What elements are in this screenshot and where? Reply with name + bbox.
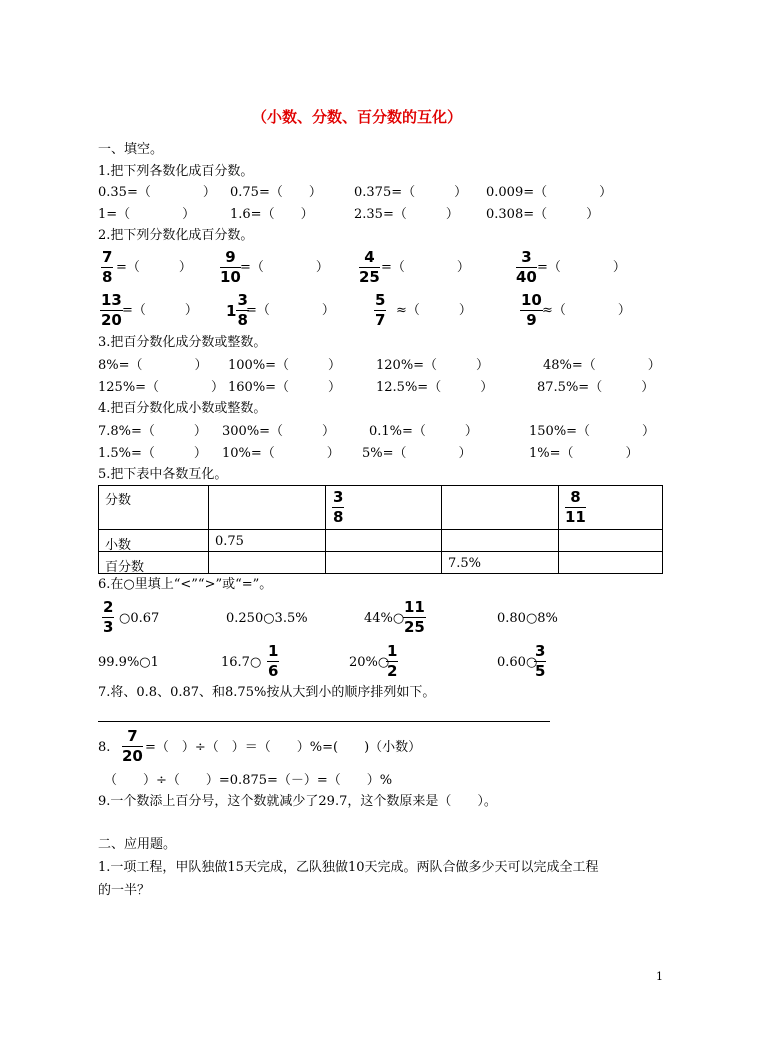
q3-item: 87.5%=（ ） — [537, 380, 655, 395]
answer-blank: =（ ） — [122, 303, 198, 318]
answer-blank: ≈（ ） — [542, 303, 631, 318]
answer-blank: =（ ） — [381, 260, 470, 275]
section-fill-heading: 一、填空。 — [98, 142, 164, 157]
fraction-numerator: 13 — [101, 291, 122, 309]
fraction — [565, 490, 586, 525]
fraction — [220, 250, 241, 285]
table-row-label: 小数 — [99, 530, 209, 552]
table-cell — [326, 552, 442, 574]
q3-item: 100%=（ ） — [228, 358, 342, 373]
table-cell: 0.75 — [209, 530, 326, 552]
fraction-numerator: 3 — [535, 642, 546, 660]
q4-item: 300%=（ ） — [222, 424, 336, 439]
fraction-numerator: 9 — [225, 248, 236, 266]
page-number: 1 — [656, 970, 663, 983]
fraction-denominator: 6 — [268, 662, 279, 680]
fraction — [267, 644, 279, 679]
q7-text: 7.将、0.8、0.87、和8.75%按从大到小的顺序排列如下。 — [98, 685, 436, 700]
fraction-numerator: 7 — [102, 248, 113, 266]
answer-blank: =（ ） — [246, 303, 335, 318]
compare-item: 99.9%○1 — [98, 655, 159, 670]
q8-label: 8. — [98, 740, 111, 755]
q2-heading: 2.把下列分数化成百分数。 — [98, 228, 254, 243]
table-cell — [209, 486, 326, 530]
fraction-denominator: 20 — [122, 747, 143, 765]
table-cell — [559, 530, 663, 552]
compare-item: 0.250○3.5% — [226, 611, 308, 626]
q1-item: 0.35=（ ） — [98, 185, 216, 200]
q1-item: 1.6=（ ） — [230, 207, 314, 222]
fraction-denominator: 5 — [535, 662, 546, 680]
compare-item: 0.60○ — [497, 655, 538, 670]
app1-line1: 1.一项工程，甲队独做15天完成，乙队独做10天完成。两队合做多少天可以完成全工程 — [98, 860, 599, 875]
fraction — [403, 600, 426, 635]
q1-item: 0.009=（ ） — [486, 185, 613, 200]
q4-item: 1.5%=（ ） — [98, 446, 207, 461]
compare-item: 44%○ — [364, 611, 405, 626]
fraction-denominator: 3 — [103, 618, 114, 636]
q1-item: 2.35=（ ） — [354, 207, 459, 222]
q4-item: 0.1%=（ ） — [369, 424, 478, 439]
answer-blank: =（ ） — [240, 260, 329, 275]
q4-heading: 4.把百分数化成小数或整数。 — [98, 401, 267, 416]
q3-item: 48%=（ ） — [543, 358, 661, 373]
table-cell: 7.5% — [442, 552, 559, 574]
fraction-denominator: 40 — [516, 268, 537, 286]
q9-text: 9.一个数添上百分号，这个数就减少了29.7，这个数原来是（ ）。 — [98, 794, 497, 809]
compare-item: 20%○ — [349, 655, 390, 670]
table-cell — [559, 552, 663, 574]
q8-line2: （ ）÷（ ）=0.875=（－）=（ ）% — [104, 773, 393, 788]
fraction — [516, 250, 537, 285]
fraction — [534, 644, 546, 679]
fraction — [374, 293, 386, 328]
q1-heading: 1.把下列各数化成百分数。 — [98, 164, 254, 179]
q1-item: 0.375=（ ） — [354, 185, 468, 200]
fraction — [520, 293, 543, 328]
app1-line2: 的一半？ — [98, 883, 151, 898]
q4-item: 10%=（ ） — [222, 446, 340, 461]
answer-line — [98, 721, 550, 722]
fraction-numerator: 3 — [237, 291, 248, 309]
fraction — [102, 600, 114, 635]
table-row-label: 百分数 — [99, 552, 209, 574]
answer-blank: =（ ） — [116, 260, 192, 275]
fraction-numerator: 8 — [570, 488, 581, 506]
q3-item: 125%=（ ） — [98, 380, 225, 395]
fraction-numerator: 3 — [333, 488, 344, 506]
fraction-denominator: 8 — [237, 311, 248, 329]
answer-blank: =（ ） — [537, 260, 626, 275]
table-cell — [209, 552, 326, 574]
fraction — [359, 250, 380, 285]
fraction — [100, 293, 123, 328]
table-cell — [559, 486, 663, 530]
table-cell — [326, 530, 442, 552]
q4-item: 7.8%=（ ） — [98, 424, 207, 439]
compare-item: 16.7○ — [221, 655, 262, 670]
fraction-denominator: 2 — [387, 662, 398, 680]
table-cell — [442, 530, 559, 552]
fraction-numerator: 11 — [404, 598, 425, 616]
q1-item: 0.308=（ ） — [486, 207, 600, 222]
q6-heading: 6.在○里填上“<”“>”或“=”。 — [98, 577, 273, 592]
page-title: （小数、分数、百分数的互化） — [252, 108, 463, 126]
fraction-denominator: 11 — [565, 508, 586, 526]
mixed-whole: 1 — [226, 301, 237, 320]
q3-item: 120%=（ ） — [376, 358, 490, 373]
q4-item: 150%=（ ） — [529, 424, 656, 439]
fraction — [101, 250, 113, 285]
fraction-denominator: 25 — [359, 268, 380, 286]
q5-heading: 5.把下表中各数互化。 — [98, 467, 228, 482]
conversion-table — [98, 485, 663, 574]
fraction-denominator: 7 — [375, 311, 386, 329]
compare-item: 0.80○8% — [497, 611, 558, 626]
fraction-numerator: 10 — [521, 291, 542, 309]
q3-item: 160%=（ ） — [228, 380, 342, 395]
fraction-numerator: 3 — [521, 248, 532, 266]
table-row-label: 分数 — [99, 486, 209, 530]
q3-heading: 3.把百分数化成分数或整数。 — [98, 335, 267, 350]
fraction-denominator: 25 — [404, 618, 425, 636]
fraction-numerator: 2 — [103, 598, 114, 616]
fraction-numerator: 1 — [268, 642, 279, 660]
q3-item: 8%=（ ） — [98, 358, 208, 373]
q3-item: 12.5%=（ ） — [376, 380, 494, 395]
fraction-numerator: 4 — [364, 248, 375, 266]
q4-item: 5%=（ ） — [362, 446, 472, 461]
q1-item: 0.75=（ ） — [230, 185, 322, 200]
section-application-heading: 二、应用题。 — [98, 837, 177, 852]
q8-line1: =（ ）÷（ ）＝（ ）%=( )（小数） — [145, 740, 422, 755]
fraction-denominator: 20 — [101, 311, 122, 329]
q4-item: 1%=（ ） — [529, 446, 639, 461]
fraction — [386, 644, 398, 679]
fraction-denominator: 8 — [102, 268, 113, 286]
q1-item: 1=（ ） — [98, 207, 196, 222]
table-cell — [326, 486, 442, 530]
fraction — [332, 490, 344, 525]
fraction — [122, 729, 143, 764]
fraction-denominator: 8 — [333, 508, 344, 526]
answer-blank: ≈（ ） — [396, 303, 472, 318]
fraction-numerator: 7 — [127, 727, 138, 745]
table-cell — [442, 486, 559, 530]
fraction-numerator: 1 — [387, 642, 398, 660]
fraction-denominator: 9 — [526, 311, 537, 329]
fraction-numerator: 5 — [375, 291, 386, 309]
compare-item: ○0.67 — [119, 611, 160, 626]
fraction-denominator: 10 — [220, 268, 241, 286]
